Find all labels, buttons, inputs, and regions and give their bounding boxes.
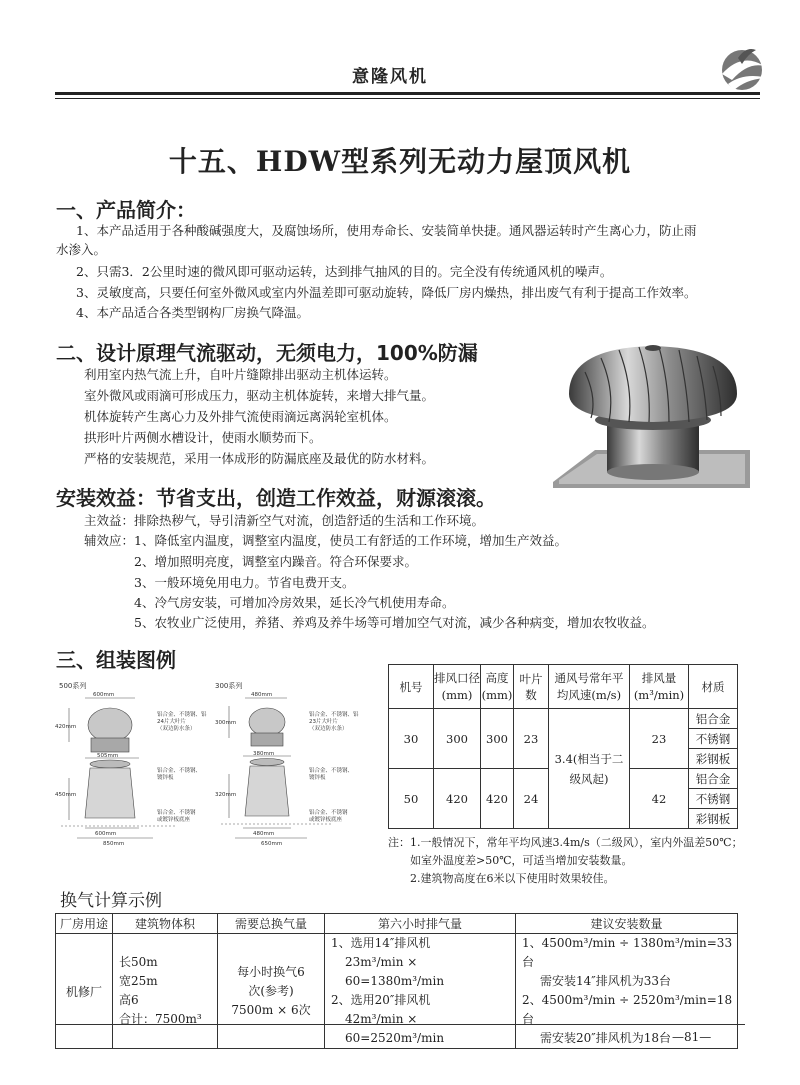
calc-heading: 换气计算示例 <box>60 891 162 911</box>
diagram-note: 铝合金、不锈钢 <box>309 810 348 816</box>
diagram-note: 铝合金、不锈钢 <box>157 810 196 816</box>
spec-cell: 不锈钢 <box>689 789 738 809</box>
spec-cell: 铝合金 <box>689 709 738 729</box>
calc-advice-line: 2、4500m³/min ÷ 2520m³/min=18台 <box>522 993 733 1026</box>
spec-header-cell: 材质 <box>689 665 738 709</box>
principle-line: 拱形叶片两侧水槽设计，使雨水顺势而下。 <box>84 430 322 445</box>
spec-table <box>388 664 738 829</box>
dim-label: 300mm <box>215 720 237 726</box>
dim-label: 380mm <box>253 751 275 757</box>
spec-cell: 300 <box>481 709 514 769</box>
assembly-diagram <box>55 678 373 846</box>
spec-cell: 3.4(相当于二 级风起) <box>549 709 630 829</box>
spec-cell: 300 <box>434 709 481 769</box>
benefit-aux: 5、农牧业广泛使用，养猪、养鸡及养牛场等可增加空气对流，减少各种病变，增加农牧收益。 <box>134 615 655 630</box>
header-rule-thick <box>55 92 760 95</box>
dim-label: 320mm <box>215 792 237 798</box>
spec-cell: 不锈钢 <box>689 729 738 749</box>
section-intro-heading: 一、产品简介： <box>56 198 196 222</box>
calc-volume-line: 合计：7500m³ <box>119 1012 202 1026</box>
spec-cell: 铝合金 <box>689 769 738 789</box>
spec-cell: 23 <box>514 709 549 769</box>
benefit-aux: 4、冷气房安装，可增加冷房效果，延长冷气机使用寿命。 <box>134 595 455 610</box>
calc-advice-line: 1、4500m³/min ÷ 1380m³/min=33台 <box>522 936 733 969</box>
spec-cell: 彩钢板 <box>689 749 738 769</box>
benefit-aux: 3、一般环境免用电力。节省电费开支。 <box>134 575 355 590</box>
calc-exhaust <box>325 934 516 1049</box>
dim-label: 420mm <box>55 724 77 730</box>
turbine-fan-photo <box>545 342 757 490</box>
note-line: 注：1.一般情况下，常年平均风速3.4m/s（二级风），室内外温差50℃； <box>388 836 743 849</box>
section-principle-heading: 二、设计原理气流驱动，无须电力，100%防漏 <box>56 341 478 365</box>
calc-advice-line: 需安装14″排风机为33台 <box>540 974 672 988</box>
calc-exhaust-line: 1、选用14″排风机 <box>331 936 431 950</box>
spec-header-cell: 高度 (mm) <box>481 665 514 709</box>
dim-label: 850mm <box>103 841 125 846</box>
principle-line: 利用室内热气流上升，自叶片缝隙排出驱动主机体运转。 <box>84 367 397 382</box>
intro-line: 4、本产品适合各类型钢构厂房换气降温。 <box>76 305 309 320</box>
diagram-note: 镀锌板 <box>157 775 174 781</box>
intro-line: 2、只需3．2公里时速的微风即可驱动运转，达到排气抽风的目的。完全没有传统通风机的噪声。 <box>76 264 613 279</box>
table-row <box>389 709 738 729</box>
intro-line: 水渗入。 <box>56 242 107 257</box>
benefit-aux-prefix: 辅效应： <box>84 533 135 548</box>
benefit-aux: 1、降低室内温度，调整室内温度，使员工有舒适的工作环境，增加生产效益。 <box>134 533 567 548</box>
intro-line: 1、本产品适用于各种酸碱强度大，及腐蚀场所，使用寿命长、安装简单快捷。通风器运转时产生离心力，防止雨 <box>76 223 697 238</box>
calc-need-line: 每小时换气6 <box>237 964 305 979</box>
company-logo-icon <box>708 44 772 92</box>
diagram-note: 或镀锌板底座 <box>309 817 343 823</box>
calc-advice-line: 需安装20″排风机为18台 <box>540 1031 672 1045</box>
dim-label: 480mm <box>251 692 273 698</box>
diagram-note: 24片大叶片 <box>157 719 186 725</box>
dim-label: 505mm <box>97 753 119 759</box>
diagram-note: （双边防水条） <box>157 726 196 732</box>
section-benefit-heading: 安装效益：节省支出，创造工作效益，财源滚滚。 <box>56 486 496 510</box>
calc-table <box>55 913 738 1049</box>
diagram-note: （双边防水条） <box>309 726 348 732</box>
spec-header-cell: 通风号常年平 均风速(m/s) <box>549 665 630 709</box>
spec-cell: 30 <box>389 709 434 769</box>
calc-volume-line: 高6 <box>119 993 139 1007</box>
diagram-note: 铝合金、不锈钢、铝 <box>157 712 207 718</box>
spec-cell: 420 <box>481 769 514 829</box>
dim-label: 600mm <box>93 692 115 698</box>
spec-cell: 420 <box>434 769 481 829</box>
spec-header-row <box>389 665 738 709</box>
calc-need <box>218 934 325 1049</box>
spec-header-cell: 叶片数 <box>514 665 549 709</box>
principle-line: 室外微风或雨滴可形成压力，驱动主机体旋转，来增大排气量。 <box>84 388 435 403</box>
spec-notes <box>388 834 743 888</box>
page-number: —81— <box>672 1030 712 1044</box>
calc-usage: 机修厂 <box>56 934 113 1049</box>
calc-header-cell: 需要总换气量 <box>218 914 325 934</box>
calc-header-cell: 建筑物体积 <box>113 914 218 934</box>
dim-label: 480mm <box>253 831 275 837</box>
footer-rule <box>55 1024 745 1025</box>
spec-header-cell: 排风口径 (mm) <box>434 665 481 709</box>
calc-header-cell: 建议安装数量 <box>516 914 738 934</box>
diagram-note: 镀锌板 <box>309 775 326 781</box>
table-row <box>56 934 738 1049</box>
intro-line: 3、灵敏度高，只要任何室外微风或室内外温差即可驱动旋转，降低厂房内燥热，排出废气有利于提高工作效率。 <box>76 285 697 300</box>
calc-header-cell: 第六小时排气量 <box>325 914 516 934</box>
calc-exhaust-line: 23m³/min × 60=1380m³/min <box>345 955 445 988</box>
principle-line: 严格的安装规范，采用一体成形的防漏底座及最优的防水材料。 <box>84 451 435 466</box>
section-assembly-heading: 三、组装图例 <box>56 648 176 672</box>
calc-volume-line: 长50m <box>119 955 158 969</box>
header-rule-thin <box>55 98 760 99</box>
benefit-main: 主效益：排除热秽气，导引清新空气对流，创造舒适的生活和工作环境。 <box>84 513 485 528</box>
diagram-note: 铝合金、不锈钢、铝 <box>309 712 359 718</box>
diagram-series-500: 500系列 <box>59 682 87 690</box>
dim-label: 650mm <box>261 841 283 846</box>
calc-header-row <box>56 914 738 934</box>
note-line: 2.建筑物高度在6米以下使用时效果较佳。 <box>410 872 615 885</box>
spec-cell: 彩钢板 <box>689 809 738 829</box>
calc-exhaust-line: 42m³/min × 60=2520m³/min <box>345 1012 445 1045</box>
spec-cell: 42 <box>630 769 689 829</box>
calc-need-line: 7500m × 6次 <box>231 1002 311 1017</box>
dim-label: 450mm <box>55 792 77 798</box>
page-title: 十五、HDW型系列无动力屋顶风机 <box>168 145 632 178</box>
calc-volume-line: 宽25m <box>119 974 158 988</box>
principle-line: 机体旋转产生离心力及外排气流使雨滴远离涡轮室机体。 <box>84 409 397 424</box>
calc-header-cell: 厂房用途 <box>56 914 113 934</box>
spec-cell: 50 <box>389 769 434 829</box>
calc-volume <box>113 934 218 1049</box>
diagram-note: 铝合金、不锈钢、 <box>309 768 354 774</box>
benefit-aux: 2、增加照明亮度，调整室内躁音。符合环保要求。 <box>134 554 417 569</box>
dim-label: 600mm <box>95 831 117 837</box>
note-line: 如室外温度差>50℃，可适当增加安装数量。 <box>410 854 633 867</box>
calc-need-line: 次(参考) <box>248 983 294 998</box>
diagram-series-300: 300系列 <box>215 682 243 690</box>
spec-cell: 23 <box>630 709 689 769</box>
header-brand: 意隆风机 <box>352 67 428 87</box>
spec-header-cell: 机号 <box>389 665 434 709</box>
diagram-note: 或镀锌板底座 <box>157 817 191 823</box>
diagram-note: 铝合金、不锈钢、 <box>157 768 202 774</box>
spec-cell: 24 <box>514 769 549 829</box>
diagram-note: 23片大叶片 <box>309 719 338 725</box>
spec-header-cell: 排风量 (m³/min) <box>630 665 689 709</box>
calc-exhaust-line: 2、选用20″排风机 <box>331 993 431 1007</box>
